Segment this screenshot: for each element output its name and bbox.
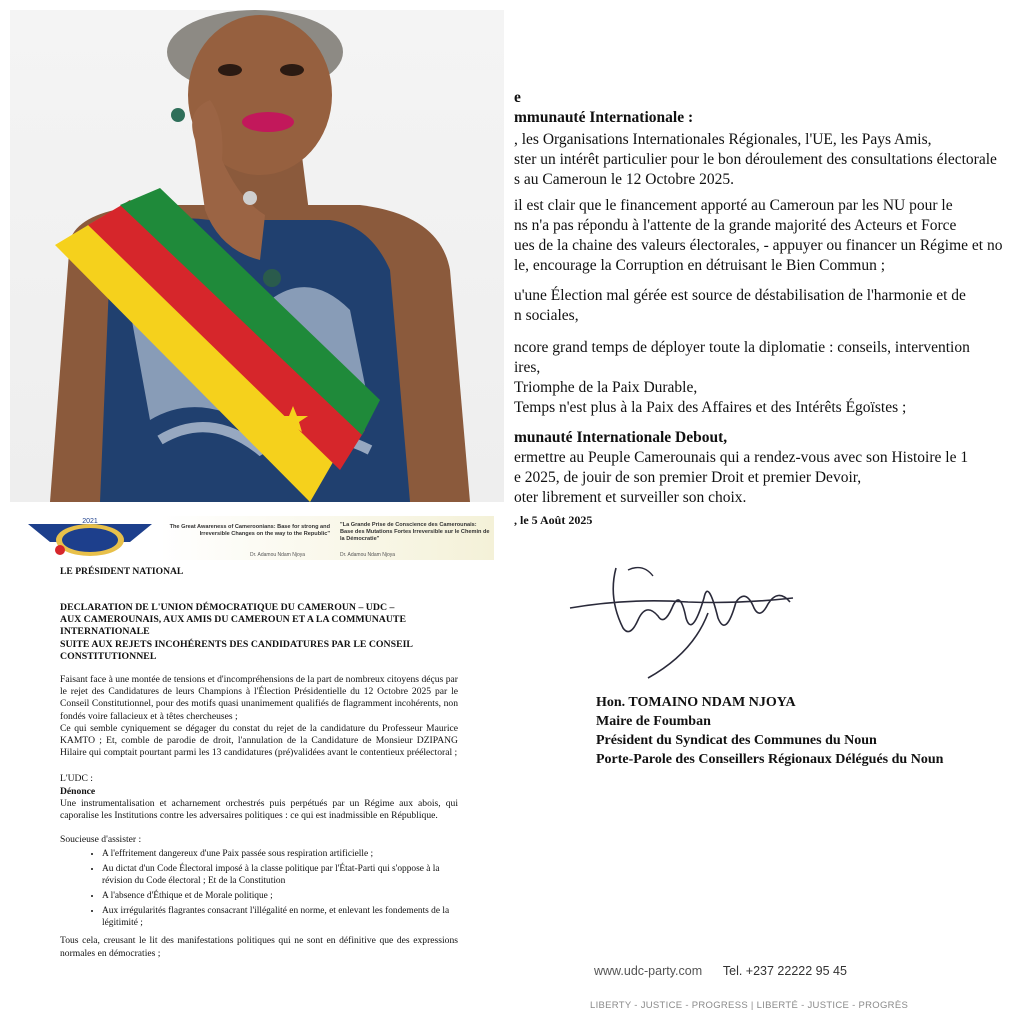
- banner-signature: Dr. Adamou Ndam Njoya: [250, 552, 306, 558]
- letter-line: ns n'a pas répondu à l'attente de la grande majorité des Acteurs et Force: [514, 217, 957, 234]
- paragraph: Une instrumentalisation et acharnement orchestrés puis perpétués par un Régime aux abois, qui caporalise les Institutions contre les adversaires politiques : ce qui est inadmissible en République.: [60, 797, 458, 822]
- letter-line-bold: munauté Internationale Debout,: [514, 429, 728, 446]
- list-item: • A l'effritement dangereux d'une Paix passée sous respiration artificielle ;: [102, 848, 458, 860]
- portrait-photo: [10, 10, 504, 502]
- signatory-title: Président du Syndicat des Communes du Noun: [596, 733, 877, 748]
- title-line: AUX CAMEROUNAIS, AUX AMIS DU CAMEROUN ET A LA COMMUNAUTE: [60, 614, 406, 626]
- declaration-title: [60, 602, 460, 663]
- letter-line: Temps n'est plus à la Paix des Affaires et des Intérêts Égoïstes ;: [514, 399, 907, 416]
- udc-party-logo: [20, 514, 160, 560]
- signatory-title: Porte-Parole des Conseillers Régionaux Délégués du Noun: [596, 752, 944, 767]
- letter-page: [510, 10, 1014, 1014]
- letter-paragraph-3: [514, 286, 966, 326]
- letter-paragraph-4: [514, 338, 970, 418]
- letter-fragment: e: [514, 89, 521, 106]
- denonce-label: Dénonce: [60, 785, 96, 797]
- signatory-title: Maire de Foumban: [596, 714, 711, 729]
- declaration-body: [60, 674, 458, 960]
- signatory-name: Hon. TOMAINO NDAM NJOYA: [596, 695, 796, 710]
- footer-website: www.udc-party.com: [594, 964, 703, 978]
- footer-motto: LIBERTY - JUSTICE - PROGRESS | LIBERTÉ - JUSTICE - PROGRÈS: [590, 1000, 909, 1011]
- letter-line: ermettre au Peuple Camerounais qui a rendez-vous avec son Histoire le 1: [514, 449, 969, 466]
- letter-line: ster un intérêt particulier pour le bon déroulement des consultations électorale: [514, 151, 997, 168]
- letter-line: , les Organisations Internationales Régionales, l'UE, les Pays Amis,: [514, 131, 932, 148]
- letter-line: ues de la chaine des valeurs électorales, - appuyer ou financer un Régime et no: [514, 237, 1003, 254]
- list-item: • A l'absence d'Éthique et de Morale politique ;: [102, 890, 458, 902]
- portrait-illustration: [10, 10, 504, 502]
- president-heading: LE PRÉSIDENT NATIONAL: [60, 566, 184, 577]
- letter-paragraph-2: [514, 196, 1002, 276]
- letter-line: s au Cameroun le 12 Octobre 2025.: [514, 171, 734, 188]
- paragraph: Ce qui semble cyniquement se dégager du constat du rejet de la candidature du Professeur Maurice KAMTO ; Et, comble de parodie de droit, l'annulation de la Candidature de Monsieur DZIPANG Hilaire qui comptait pourtant parmi les 13 candidatures (pré)validées avant le contentieux préélectoral ;: [60, 722, 458, 759]
- letter-date: , le 5 Août 2025: [514, 513, 593, 527]
- letter-line: n sociales,: [514, 307, 579, 324]
- letter-line: ires,: [514, 359, 541, 376]
- banner-signature: Dr. Adamou Ndam Njoya: [340, 552, 396, 558]
- letter-line: e 2025, de jouir de son premier Droit et premier Devoir,: [514, 469, 862, 486]
- title-line: INTERNATIONALE: [60, 626, 150, 638]
- letter-line: ncore grand temps de déployer toute la diplomatie : conseils, intervention: [514, 339, 970, 356]
- letter-paragraph-5: [514, 428, 968, 508]
- list-item: • Aux irrégularités flagrantes consacrant l'illégalité en norme, et enlevant les fondements de la légitimité ;: [102, 905, 458, 929]
- soucieuse-label: Soucieuse d'assister :: [60, 834, 142, 846]
- list-item: • Au dictat d'un Code Électoral imposé à la classe politique par l'État-Parti qui s'oppose à la révision du Code électoral ; Et de la Constitution: [102, 863, 458, 887]
- signatory-block: [596, 693, 943, 769]
- bullet-list: [60, 848, 458, 929]
- slogan-banner: [160, 516, 494, 560]
- declaration-page: [10, 510, 504, 1014]
- paragraph: Tous cela, creusant le lit des manifestations politiques qui ne sont en définitive que des expressions normales en démocraties ;: [60, 935, 458, 959]
- letter-paragraph-1: [514, 130, 997, 190]
- letter-line: u'une Élection mal gérée est source de déstabilisation de l'harmonie et de: [514, 287, 966, 304]
- letter-line: il est clair que le financement apporté au Cameroun par les NU pour le: [514, 197, 953, 214]
- title-line: CONSTITUTIONNEL: [60, 650, 157, 662]
- banner-french: "La Grande Prise de Conscience des Camerounais: Base des Mutations Fortes Irreversible sur le Chemin de la Démocratie": [340, 522, 490, 542]
- paragraph: Faisant face à une montée de tensions et d'incompréhensions de la part de nombreux citoyens déçus par le rejet des Candidatures de leurs Champions à l'Élection Présidentielle du 12 Octobre 2025 par le Conseil Constitutionnel, pour des motifs quasi unanimement qualifiés de flagramment incohérents, non fondés voire fallacieux et à têtes chercheuses ;: [60, 674, 458, 722]
- handwritten-signature: [568, 558, 808, 688]
- footer-phone: Tel. +237 22222 95 45: [722, 964, 847, 978]
- banner-english: The Great Awareness of Cameroonians: Base for strong and Irreversible Changes on the way to the Republic": [169, 524, 330, 537]
- letter-heading-international-community: mmunauté Internationale :: [514, 109, 694, 126]
- letter-line: Triomphe de la Paix Durable,: [514, 379, 698, 396]
- letter-line: le, encourage la Corruption en détruisant le Bien Commun ;: [514, 257, 886, 274]
- footer-contact: [594, 964, 847, 978]
- udc-label: L'UDC :: [60, 773, 93, 785]
- title-line: DECLARATION DE L'UNION DÉMOCRATIQUE DU CAMEROUN – UDC –: [60, 602, 395, 613]
- letter-line: oter librement et surveiller son choix.: [514, 489, 747, 506]
- title-line: SUITE AUX REJETS INCOHÉRENTS DES CANDIDATURES PAR LE CONSEIL: [60, 638, 413, 650]
- svg-text:2021: 2021: [82, 518, 98, 525]
